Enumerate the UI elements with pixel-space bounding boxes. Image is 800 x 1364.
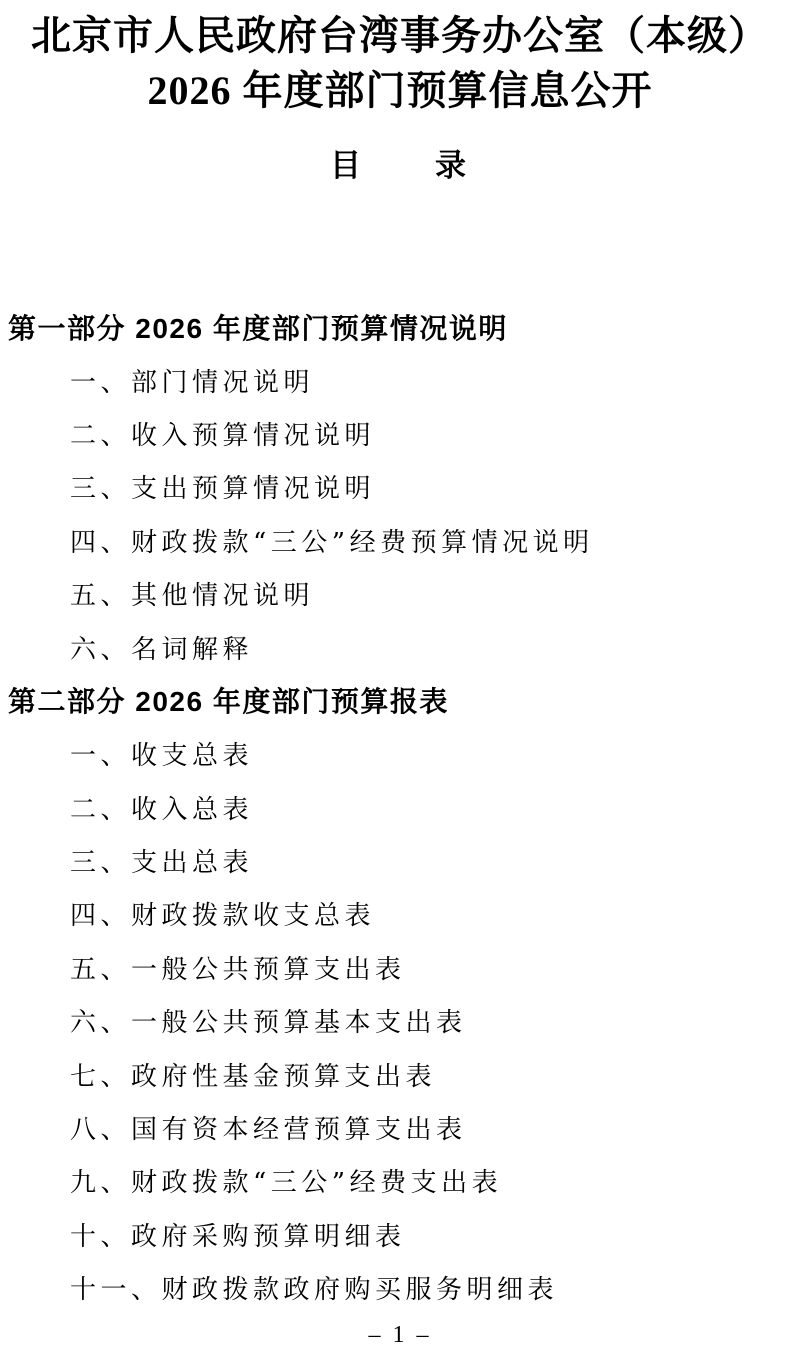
toc-item-s1-3: 三、支出预算情况说明 [70, 474, 376, 505]
toc-item-s1-2: 二、收入预算情况说明 [70, 420, 376, 451]
title-line-1: 北京市人民政府台湾事务办公室（本级） [31, 13, 769, 58]
toc-item-s1-1: 一、部门情况说明 [70, 367, 315, 398]
toc-item-s2-11: 十一、财政拨款政府购买服务明细表 [70, 1275, 559, 1306]
toc-heading: 目 录 [330, 148, 470, 183]
toc-item-s2-5: 五、一般公共预算支出表 [70, 954, 406, 985]
document-title [0, 0, 800, 118]
toc-item-s2-3: 三、支出总表 [70, 848, 254, 879]
toc-item-s2-8: 八、国有资本经营预算支出表 [70, 1115, 467, 1146]
toc-item-s2-6: 六、一般公共预算基本支出表 [70, 1008, 467, 1039]
toc-item-s2-10: 十、政府采购预算明细表 [70, 1221, 406, 1252]
toc-item-s1-4: 四、财政拨款“三公”经费预算情况说明 [70, 527, 594, 558]
toc-section-1-heading: 第一部分 2026 年度部门预算情况说明 [8, 312, 508, 344]
toc-section-2-heading: 第二部分 2026 年度部门预算报表 [8, 686, 449, 718]
toc-item-s1-5: 五、其他情况说明 [70, 581, 315, 612]
toc-item-s2-7: 七、政府性基金预算支出表 [70, 1061, 437, 1092]
toc-body [0, 300, 800, 1314]
toc-item-s2-4: 四、财政拨款收支总表 [70, 901, 376, 932]
toc-item-s2-9: 九、财政拨款“三公”经费支出表 [70, 1168, 503, 1199]
title-line-2: 2026 年度部门预算信息公开 [147, 68, 653, 113]
toc-item-s1-6: 六、名词解释 [70, 634, 254, 665]
page-number: – 1 – [368, 1322, 432, 1348]
toc-item-s2-1: 一、收支总表 [70, 741, 254, 772]
toc-item-s2-2: 二、收入总表 [70, 794, 254, 825]
